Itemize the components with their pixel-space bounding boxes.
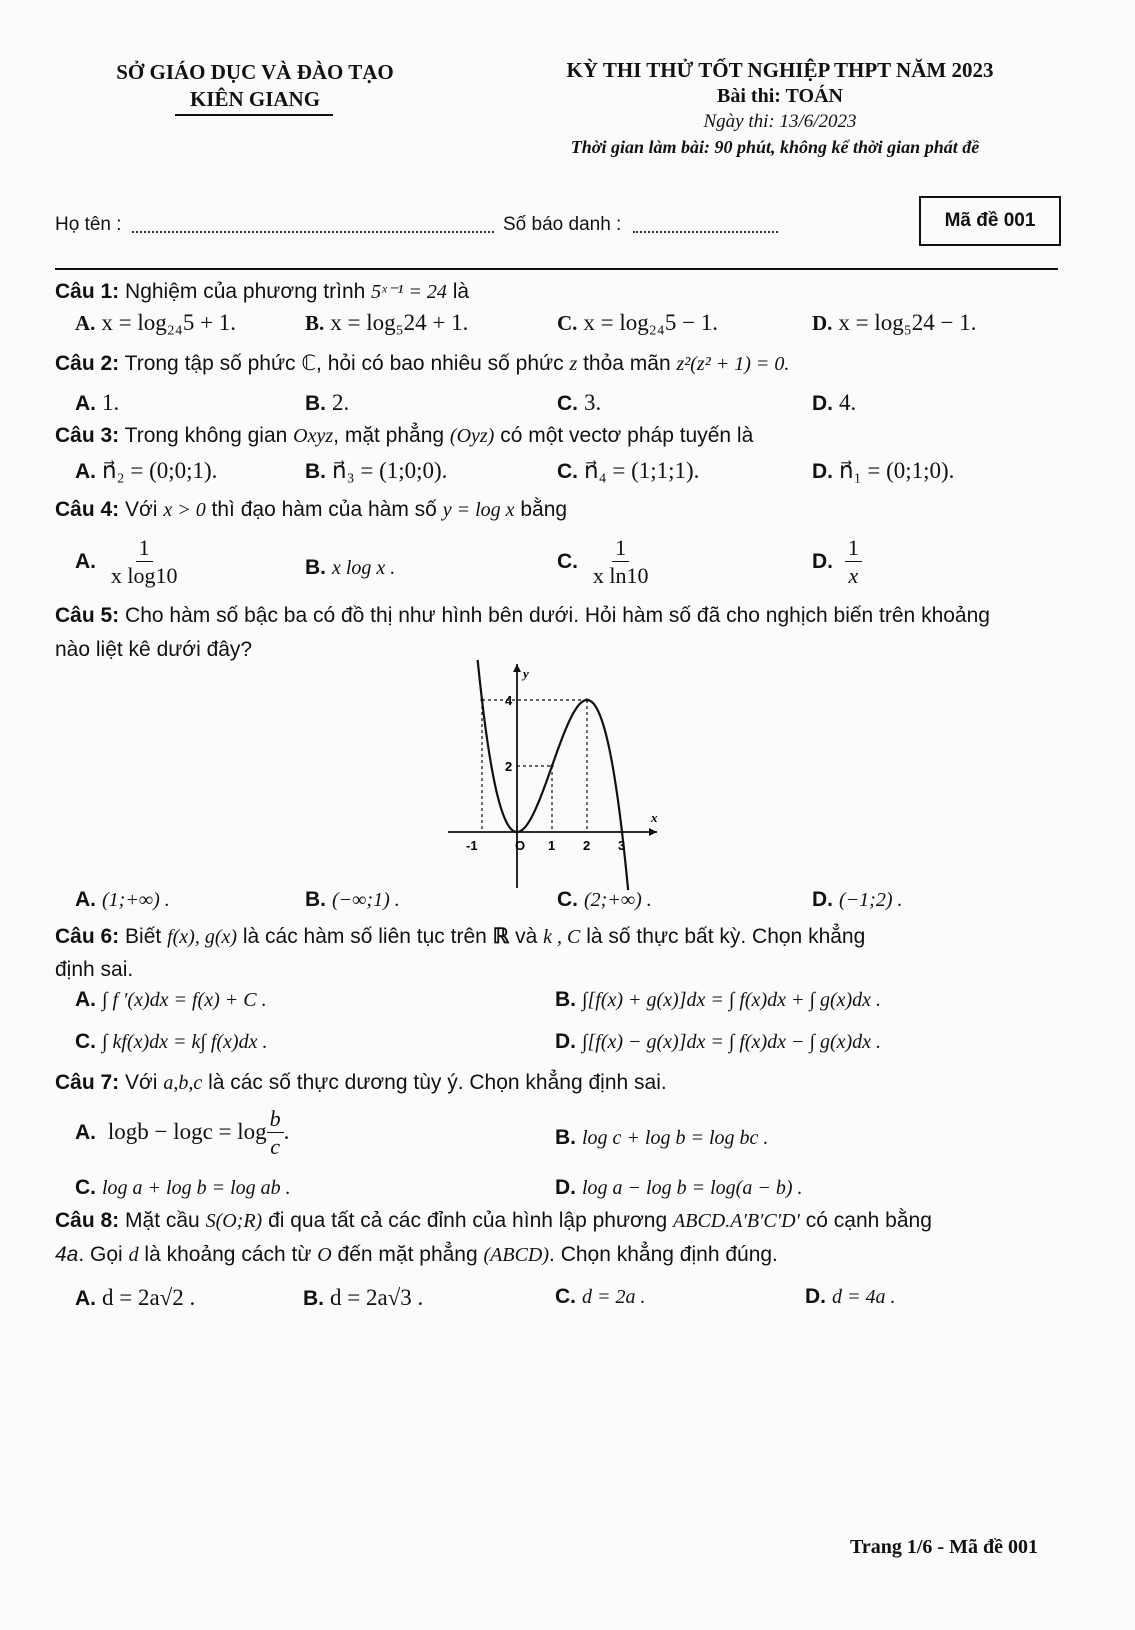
data-point (480, 698, 483, 701)
data-point (585, 698, 588, 701)
q4-option-c[interactable]: C. $\frac{1}{\text{x ln10}}$ (557, 535, 649, 588)
student-id-field[interactable] (633, 231, 778, 233)
y-axis-arrow (513, 664, 521, 672)
x-tick-label: 3 (618, 838, 626, 853)
exam-title: KỲ THI THỬ TỐT NGHIỆP THPT NĂM 2023 (566, 58, 994, 82)
q5-option-a[interactable]: A. (1;+∞) . (75, 888, 170, 911)
question-7: Câu 7: Với a,b,c là các số thực dương tùy ý. Chọn khẳng định sai. (55, 1071, 667, 1094)
q2-option-a[interactable]: A. 1. (75, 390, 120, 415)
q6-option-d[interactable]: D. ∫[f(x) − g(x)]dx = ∫ f(x)dx − ∫ g(x)dx . (555, 1030, 882, 1053)
q4-option-d[interactable]: D. $\frac{1}{x}$ (812, 535, 862, 590)
x-tick-label: O (515, 838, 526, 853)
question-8: Câu 8: Mặt cầu S(O;R) đi qua tất cả các đỉnh của hình lập phương ABCD.A′B′C′D′ có cạnh bằng (55, 1209, 932, 1232)
separator-line (55, 268, 1058, 270)
student-id-label: Số báo danh : (503, 214, 622, 235)
name-label: Họ tên : (55, 214, 122, 235)
question-4: Câu 4: Với x > 0 thì đạo hàm của hàm số y = log x bằng (55, 498, 568, 521)
q8-option-d[interactable]: D. d = 4a . (805, 1285, 896, 1308)
q2-option-c[interactable]: C. 3. (557, 390, 602, 415)
q1-option-a[interactable]: A. x = log₂₄5 + 1. (75, 310, 237, 335)
q7-option-c[interactable]: C. log a + log b = log ab . (75, 1176, 291, 1199)
question-1: Câu 1: Nghiệm của phương trình 5ˣ⁻¹ = 24 là (55, 280, 470, 303)
question-6-line2: định sai. (55, 958, 134, 981)
q2-option-d[interactable]: D. 4. (812, 390, 857, 415)
question-6: Câu 6: Biết f(x), g(x) là các hàm số liên tục trên ℝ và k , C là số thực bất kỳ. Chọn khẳng (55, 924, 866, 948)
x-tick-label: 2 (583, 838, 591, 853)
q5-option-b[interactable]: B. (−∞;1) . (305, 888, 400, 911)
q7-option-d[interactable]: D. log a − log b = log(a − b) . (555, 1176, 803, 1199)
q7-option-b[interactable]: B. log c + log b = log bc . (555, 1126, 769, 1149)
question-2: Câu 2: Trong tập số phức ℂ, hỏi có bao nhiêu số phức z thỏa mãn z²(z² + 1) = 0. (55, 352, 790, 375)
y-tick-label: 2 (505, 759, 513, 774)
q1-option-b[interactable]: B. x = log₅24 + 1. (305, 310, 469, 335)
x-axis-label: x (651, 810, 658, 825)
q3-option-b[interactable]: B. n⃗₃ = (1;0;0). (305, 458, 448, 483)
exam-duration: Thời gian làm bài: 90 phút, không kể thời gian phát đề (570, 137, 980, 157)
header-underline (175, 114, 333, 116)
curve-series (475, 660, 633, 890)
q4-option-a[interactable]: A. $\frac{1}{\text{x log10}}$ (75, 535, 178, 588)
q6-option-a[interactable]: A. ∫ f ′(x)dx = f(x) + C . (75, 988, 267, 1011)
q3-option-d[interactable]: D. n⃗₁ = (0;1;0). (812, 458, 955, 483)
q1-option-c[interactable]: C. x = log₂₄5 − 1. (557, 310, 719, 335)
q4-option-b[interactable]: B. x log x . (305, 556, 396, 579)
department-name: SỞ GIÁO DỤC VÀ ĐÀO TẠO (116, 60, 394, 84)
q6-option-b[interactable]: B. ∫[f(x) + g(x)]dx = ∫ f(x)dx + ∫ g(x)dx . (555, 988, 882, 1011)
q3-option-a[interactable]: A. n⃗₂ = (0;0;1). (75, 458, 218, 483)
question-5: Câu 5: Cho hàm số bậc ba có đồ thị như hình bên dưới. Hỏi hàm số đã cho nghịch biến trên khoảng (55, 604, 990, 627)
x-axis-arrow (649, 828, 657, 836)
data-point (550, 764, 553, 767)
q8-option-c[interactable]: C. d = 2a . (555, 1285, 646, 1308)
exam-subject: Bài thi: TOÁN (717, 85, 843, 107)
exam-code-box: Mã đề 001 (919, 196, 1061, 246)
q3-option-c[interactable]: C. n⃗₄ = (1;1;1). (557, 458, 700, 483)
q2-option-b[interactable]: B. 2. (305, 390, 350, 415)
q5-option-d[interactable]: D. (−1;2) . (812, 888, 903, 911)
name-field[interactable] (132, 231, 494, 233)
x-tick-label: 1 (548, 838, 556, 853)
cubic-graph (440, 660, 665, 890)
data-point (515, 830, 518, 833)
q1-option-d[interactable]: D. x = log₅24 − 1. (812, 310, 977, 335)
question-8-line2: 4a. Gọi d là khoảng cách từ O đến mặt phẳng (ABCD). Chọn khẳng định đúng. (55, 1243, 778, 1266)
data-point (620, 830, 623, 833)
q8-option-a[interactable]: A. d = 2a√2 . (75, 1285, 196, 1310)
y-tick-label: 4 (505, 693, 513, 708)
page-footer: Trang 1/6 - Mã đề 001 (850, 1536, 1038, 1558)
x-tick-label: -1 (466, 838, 478, 853)
question-3: Câu 3: Trong không gian Oxyz, mặt phẳng (Oyz) có một vectơ pháp tuyến là (55, 424, 754, 447)
y-axis-label: y (523, 666, 529, 681)
question-5-line2: nào liệt kê dưới đây? (55, 638, 253, 661)
q6-option-c[interactable]: C. ∫ kf(x)dx = k∫ f(x)dx . (75, 1030, 268, 1053)
q8-option-b[interactable]: B. d = 2a√3 . (303, 1285, 424, 1310)
q5-option-c[interactable]: C. (2;+∞) . (557, 888, 652, 911)
exam-date: Ngày thi: 13/6/2023 (703, 111, 857, 132)
province-name: KIÊN GIANG (189, 87, 321, 111)
q7-option-a[interactable]: A. logb − logc = log $\frac{b}{c}$ . (75, 1106, 290, 1159)
